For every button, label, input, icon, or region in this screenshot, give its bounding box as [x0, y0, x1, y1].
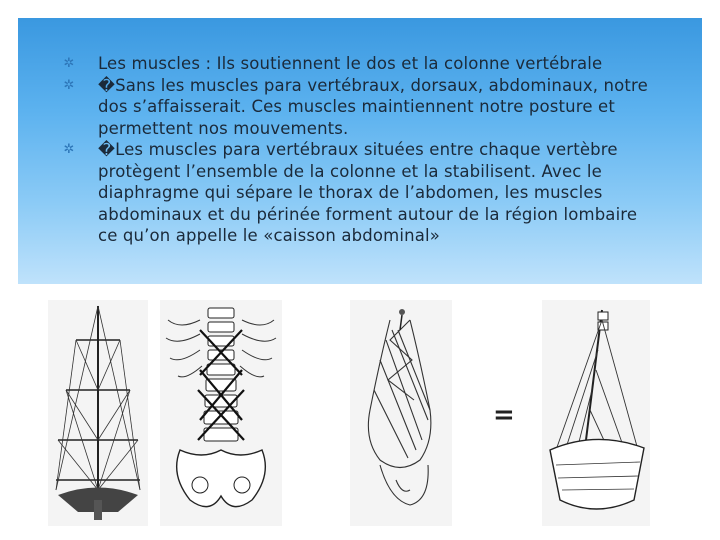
- abdominal-box-illustration: [350, 300, 452, 526]
- ship-hull-illustration: [542, 300, 650, 526]
- spine-muscles-illustration: [160, 300, 282, 526]
- bullet-text: Les muscles : Ils soutiennent le dos et la colonne vertébrale: [98, 54, 603, 73]
- bullet-item: [62, 53, 662, 75]
- missing-glyph-icon: �: [98, 75, 116, 95]
- snowflake-bullet-icon: ✲: [63, 77, 75, 93]
- bullet-item: [62, 139, 662, 247]
- ship-mast-illustration: [48, 300, 148, 526]
- snowflake-bullet-icon: ✲: [63, 56, 75, 71]
- equals-sign: =: [493, 400, 515, 430]
- bullet-item: [62, 75, 662, 140]
- bullet-text: Les muscles para vertébraux situées entre chaque vertèbre protègent l’ensemble de la colonne et la stabilisent. Avec le diaphragme qui sépare le thorax de l’abdomen, les muscles abdominaux et du périnée forment autour de la région lombaire ce qu’on appelle le «caisson abdominal»: [98, 140, 638, 245]
- bullet-text: Sans les muscles para vertébraux, dorsaux, abdominaux, notre dos s’affaisserait. Ces muscles maintiennent notre posture et permettent nos mouvements.: [98, 75, 648, 138]
- missing-glyph-icon: �: [98, 140, 116, 159]
- bullet-list: [62, 53, 662, 247]
- snowflake-bullet-icon: ✲: [63, 142, 75, 157]
